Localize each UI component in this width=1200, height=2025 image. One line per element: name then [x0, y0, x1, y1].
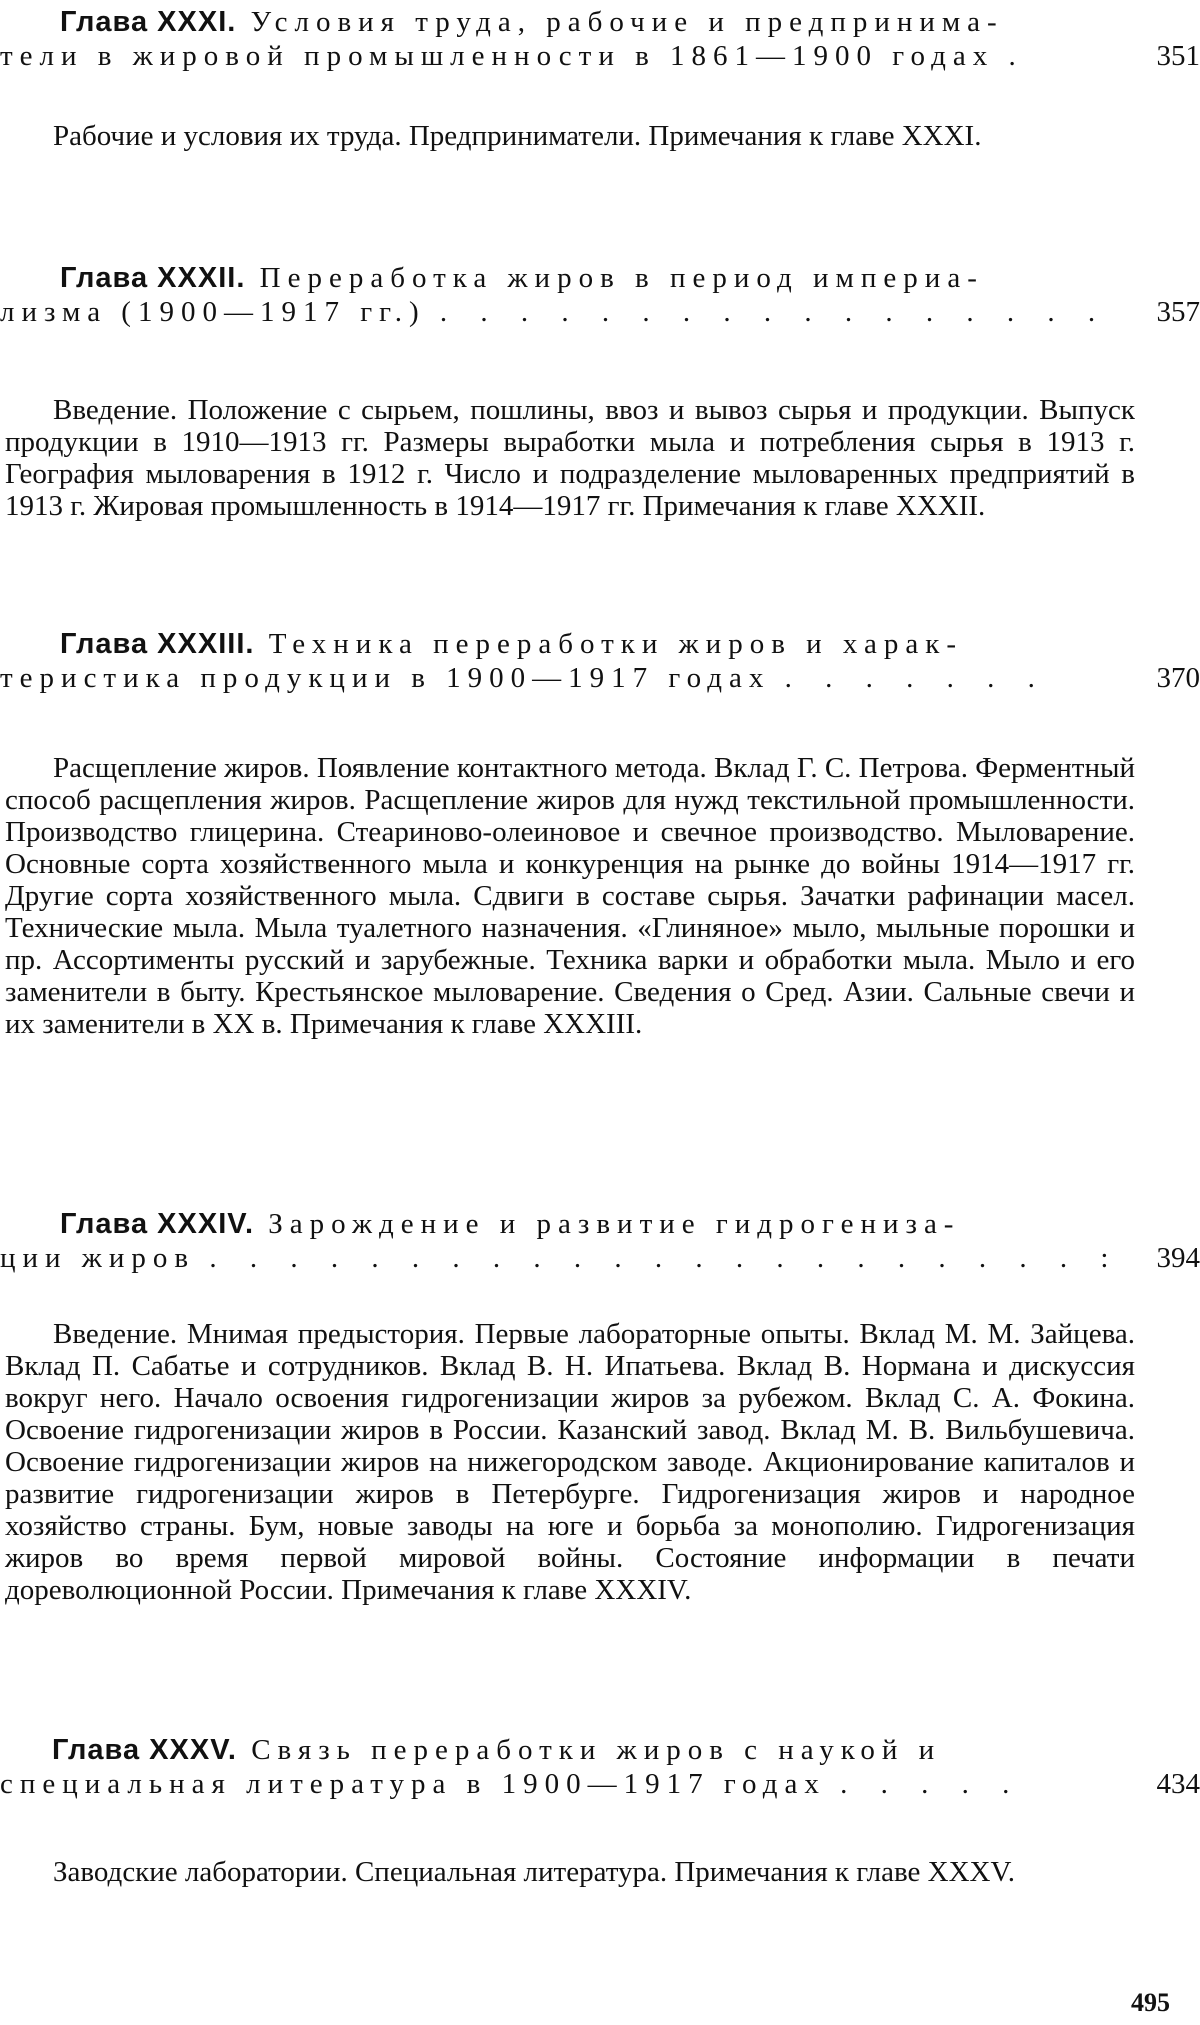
chapter-title-cont: специальная литература в 1900—1917 годах [0, 1768, 826, 1800]
chapter-title-line1 [52, 1734, 941, 1766]
chapter-label: Глава XXXIII. [60, 628, 255, 660]
chapter-page-number: 394 [1156, 1242, 1200, 1274]
abstract-text: Введение. Положение с сырьем, пошлины, ввоз и вывоз сырья и продукции. Выпуск продукции в 1910—1913 гг. Размеры выработки мыла и потребления сырья в 1913 г. География мыловарения в 1912 г. Число и подразделение мыловаренных предприятий в 1913 г. Жировая промышленность в 1914—1917 гг. Примечания к главе XXXII. [5, 394, 1135, 522]
leader-dots: . [1008, 40, 1029, 72]
page-number: 495 [1131, 1988, 1170, 2017]
chapter-page-number: 357 [1156, 296, 1200, 328]
abstract-text: Введение. Мнимая предыстория. Первые лабораторные опыты. Вклад М. М. Зайцева. Вклад П. Сабатье и сотрудников. Вклад В. Н. Ипатьева. Вклад В. Нормана и дискуссия вокруг него. Начало освоения гидрогенизации жиров за рубежом. Вклад С. А. Фокина. Освоение гидрогенизации жиров в России. Казанский завод. Вклад М. В. Вильбушевича. Освоение гидрогенизации жиров на нижегородском заводе. Акционирование капиталов и развитие гидрогенизации жиров в Петербурге. Гидрогенизация жиров и народное хозяйство страны. Бум, новые заводы на юге и борьба за монополию. Гидрогенизация жиров во время первой мировой войны. Состояние информации в печати дореволюционной России. Примечания к главе XXXIV. [5, 1318, 1135, 1606]
chapter-label: Глава XXXI. [60, 6, 237, 38]
leader-dots: . . . . . . . . . . . . . . . . . . . . . . : [209, 1242, 1122, 1274]
chapter-title-line2 [0, 296, 1108, 328]
chapter-title-cont: теристика продукции в 1900—1917 годах [0, 662, 771, 694]
chapter-title-line1 [60, 262, 984, 294]
chapter-title-line1 [60, 1208, 960, 1240]
chapter-title-line2 [0, 1242, 1121, 1274]
chapter-page-number: 351 [1156, 40, 1200, 72]
chapter-title-line1 [60, 628, 963, 660]
chapter-page-number: 434 [1156, 1768, 1200, 1800]
chapter-title-cont: лизма (1900—1917 гг.) [0, 296, 426, 328]
chapter-abstract [5, 394, 1135, 522]
chapter-label: Глава XXXII. [60, 262, 246, 294]
abstract-text: Рабочие и условия их труда. Предприниматели. Примечания к главе XXXI. [53, 120, 982, 152]
chapter-page-number: 370 [1156, 662, 1200, 694]
chapter-title: Связь переработки жиров с наукой и [251, 1734, 942, 1766]
leader-dots: . . . . . . . . . . . . . . . . . [439, 296, 1109, 328]
chapter-abstract [5, 1318, 1135, 1606]
chapter-title: Условия труда, рабочие и предпринима- [250, 6, 1004, 38]
leader-dots: . . . . . . . [784, 662, 1048, 694]
chapter-title-line2 [0, 40, 1029, 72]
chapter-title: Техника переработки жиров и харак- [268, 628, 964, 660]
chapter-abstract [5, 120, 1135, 152]
chapter-abstract [5, 752, 1135, 1040]
chapter-title: Переработка жиров в период империа- [259, 262, 984, 294]
chapter-title-cont: тели в жировой промышленности в 1861—1900 годах [0, 40, 995, 72]
abstract-text: Расщепление жиров. Появление контактного метода. Вклад Г. С. Петрова. Ферментный способ расщепления жиров. Расщепление жиров для нужд текстильной промышленности. Производство глицерина. Стеариново-олеиновое и свечное производство. Мыловарение. Основные сорта хозяйственного мыла и конкуренция на рынке до войны 1914—1917 гг. Другие сорта хозяйственного мыла. Сдвиги в составе сырья. Зачатки рафинации масел. Технические мыла. Мыла туалетного назначения. «Глиняное» мыло, мыльные порошки и пр. Ассортименты русский и зарубежные. Техника варки и обработки мыла. Мыло и его заменители в быту. Крестьянское мыловарение. Сведения о Сред. Азии. Сальные свечи и их заменители в XX в. Примечания к главе XXXIII. [5, 752, 1135, 1040]
chapter-title-line1 [60, 6, 1004, 38]
chapter-abstract [5, 1856, 1135, 1888]
chapter-title: Зарождение и развитие гидрогениза- [268, 1208, 961, 1240]
chapter-label: Глава XXXV. [52, 1734, 237, 1766]
chapter-title-line2 [0, 1768, 1022, 1800]
chapter-label: Глава XXXIV. [60, 1208, 255, 1240]
chapter-title-line2 [0, 662, 1048, 694]
chapter-title-cont: ции жиров [0, 1242, 196, 1274]
abstract-text: Заводские лаборатории. Специальная литература. Примечания к главе XXXV. [53, 1856, 1015, 1888]
leader-dots: . . . . . [840, 1768, 1023, 1800]
